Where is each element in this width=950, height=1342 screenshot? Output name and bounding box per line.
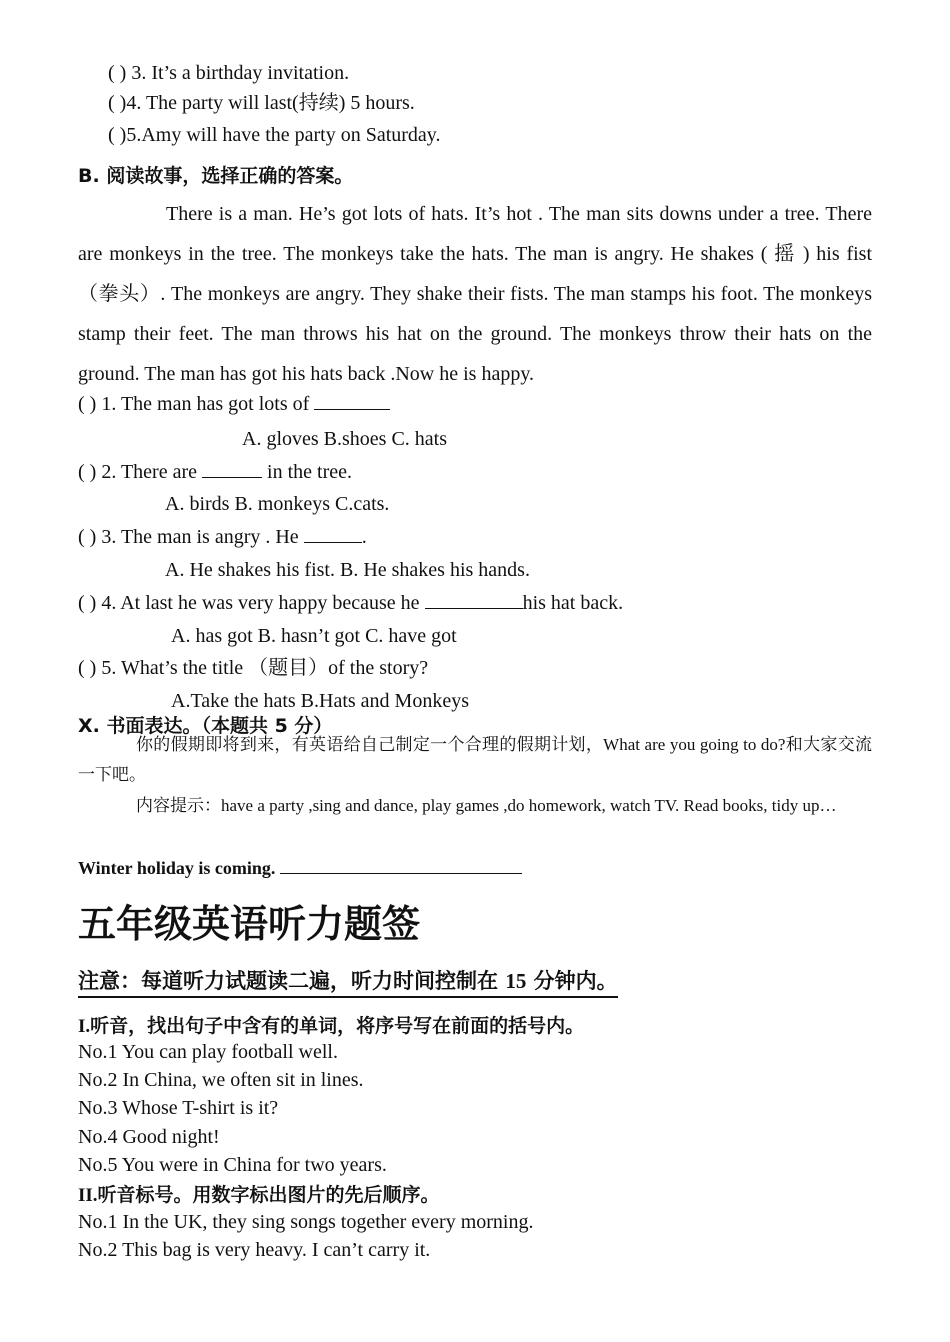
part-b-q4: ( ) 4. At last he was very happy because he his hat back. — [78, 592, 624, 614]
section-2-item: No.2 This bag is very heavy. I can’t carry it. — [78, 1239, 431, 1261]
winter-holiday-line: Winter holiday is coming. — [78, 856, 522, 880]
part-b-q1: ( ) 1. The man has got lots of — [78, 391, 390, 417]
answer-blank — [314, 391, 390, 410]
part-b-q3: ( ) 3. The man is angry . He . — [78, 526, 367, 548]
part-b-q5-options: A.Take the hats B.Hats and Monkeys — [171, 690, 469, 712]
story-paragraph: There is a man. He’s got lots of hats. It’s hot . The man sits downs under a tree. There are monkeys in the tree. The monkeys take the hats. The man is angry. He shakes ( 摇 ) his fist（拳头）. The monkeys are angry. They shake their fists. The man stamps his foot. The monkeys stamp their feet. The man throws his hat on the ground. The monkeys throw their hats on the ground. The man has got his hats back .Now he is happy. — [78, 203, 872, 385]
part-b-q1-options: A. gloves B.shoes C. hats — [242, 428, 447, 450]
part-b-q2: ( ) 2. There are in the tree. — [78, 461, 352, 483]
part-b-q3-options: A. He shakes his fist. B. He shakes his hands. — [165, 559, 530, 581]
section-1-item: No.5 You were in China for two years. — [78, 1154, 387, 1176]
part-b-heading: B. 阅读故事，选择正确的答案。 — [78, 165, 354, 187]
part-b-q5: ( ) 5. What’s the title （题目）of the story? — [78, 657, 429, 679]
page-title: 五年级英语听力题签 — [78, 902, 421, 946]
part-b-q4-options: A. has got B. hasn’t got C. have got — [171, 625, 457, 647]
section-1-item: No.2 In China, we often sit in lines. — [78, 1069, 364, 1091]
part-x-intro: 你的假期即将到来，有英语给自己制定一个合理的假期计划，What are you going to do?和大家交流一下吧。 — [78, 735, 872, 784]
section-2-heading: II.听音标号。用数字标出图片的先后顺序。 — [78, 1184, 440, 1206]
answer-blank — [280, 857, 522, 874]
answer-blank — [425, 590, 523, 609]
section-1-heading: I.听音，找出句子中含有的单词，将序号写在前面的括号内。 — [78, 1015, 585, 1037]
section-1-item: No.3 Whose T-shirt is it? — [78, 1097, 279, 1119]
part-x-heading: Ⅹ. 书面表达。（本题共 5 分） — [78, 715, 333, 737]
answer-blank — [304, 524, 362, 543]
answer-blank — [202, 459, 262, 478]
part-x-hint: 内容提示：have a party ,sing and dance, play games ,do homework, watch TV. Read books, tidy up… — [136, 796, 837, 815]
section-1-item: No.1 You can play football well. — [78, 1041, 338, 1063]
section-1-item: No.4 Good night! — [78, 1126, 220, 1148]
part-a-q4: ( )4. The party will last(持续) 5 hours. — [108, 92, 415, 114]
listening-note: 注意：每道听力试题读二遍，听力时间控制在 15 分钟内。 — [78, 965, 618, 998]
part-b-q2-options: A. birds B. monkeys C.cats. — [165, 493, 390, 515]
part-a-q3: ( ) 3. It’s a birthday invitation. — [108, 62, 350, 84]
section-2-item: No.1 In the UK, they sing songs together every morning. — [78, 1211, 534, 1233]
part-a-q5: ( )5.Amy will have the party on Saturday. — [108, 124, 441, 146]
